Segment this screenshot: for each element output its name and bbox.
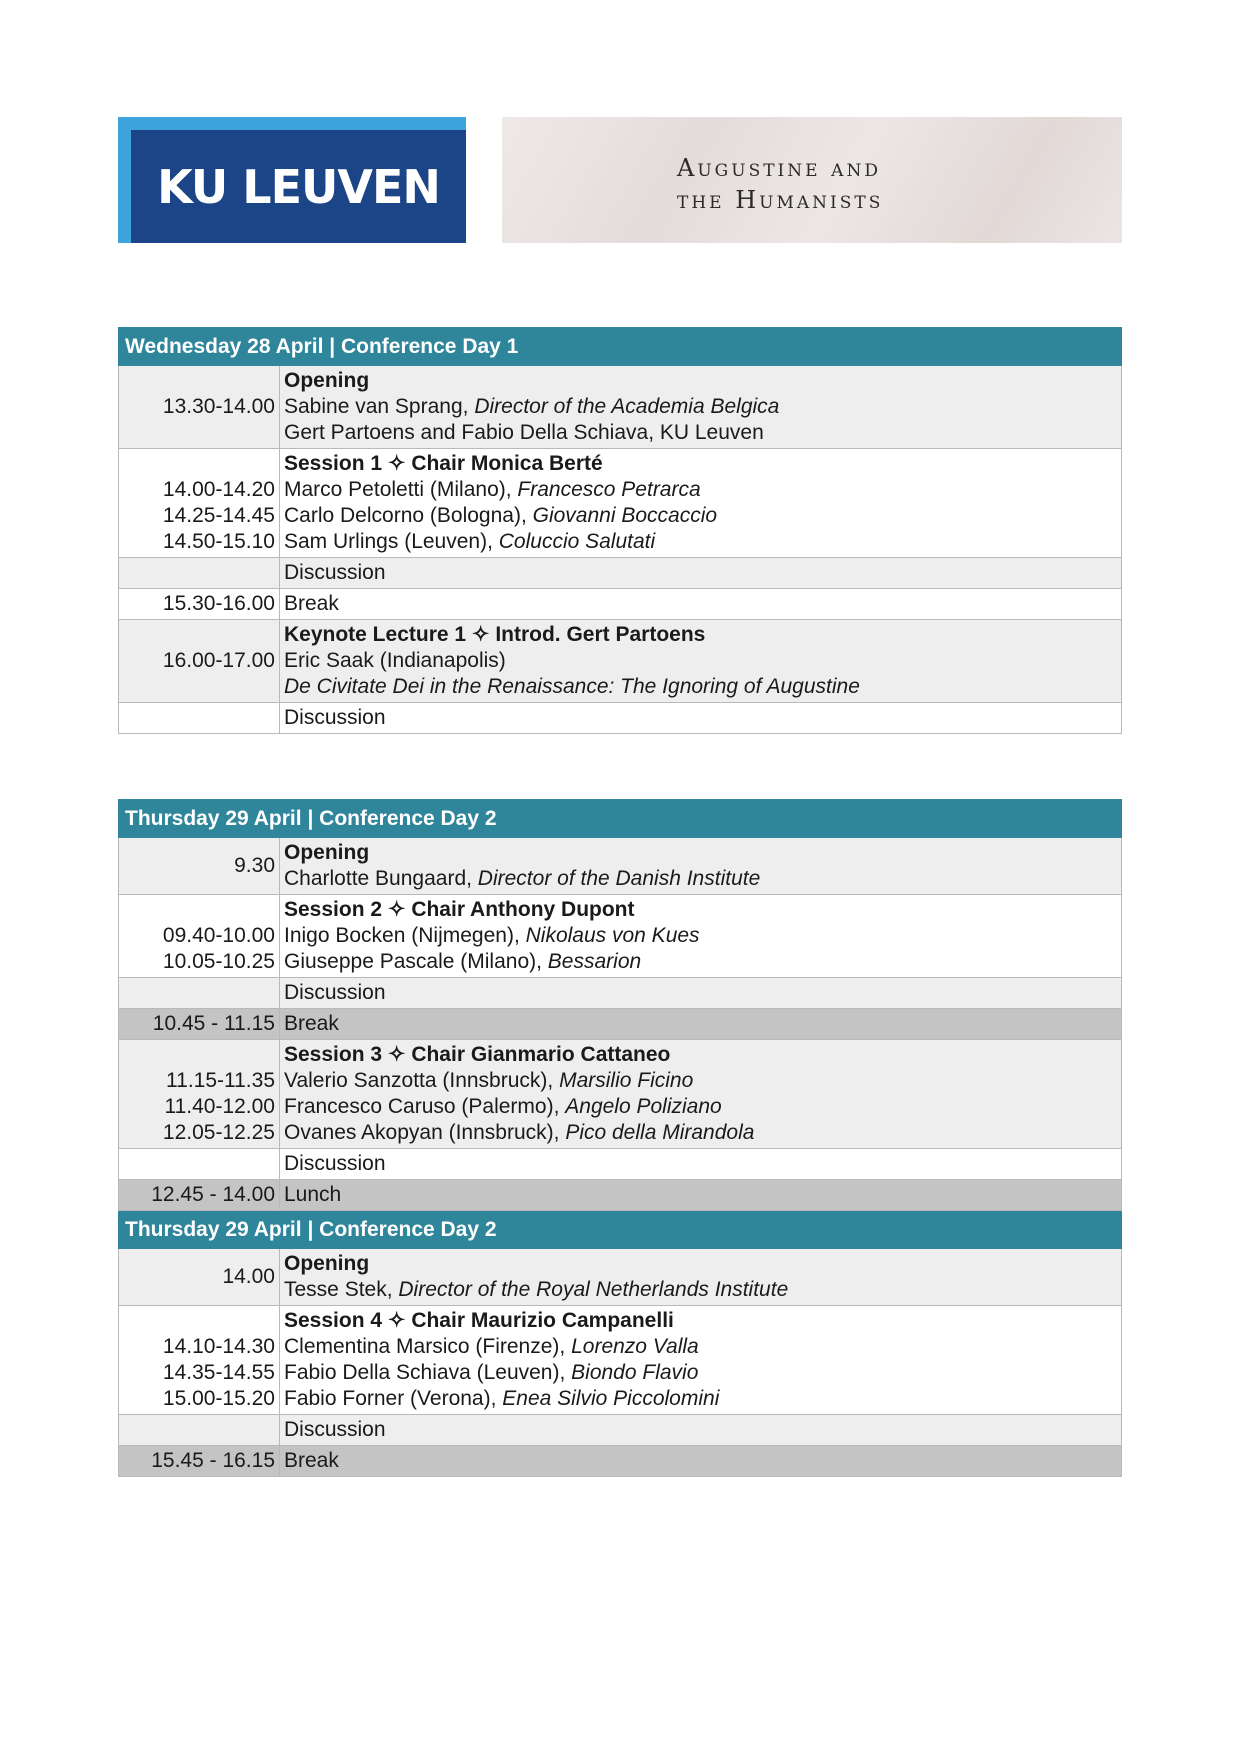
schedule-row (119, 449, 1122, 558)
speaker-text: Tesse Stek, (284, 1278, 399, 1301)
topic-text: Lorenzo Valla (571, 1335, 699, 1358)
schedule-row (119, 1249, 1122, 1306)
time-slot: 12.45 - 14.00 (151, 1183, 275, 1206)
time-cell (119, 1040, 280, 1149)
time-slot: 15.45 - 16.15 (151, 1449, 275, 1472)
entry-line (284, 394, 1117, 420)
speaker-text: Break (284, 1012, 339, 1035)
topic-text: Director of the Royal Netherlands Institute (398, 1278, 789, 1301)
topic-text: Bessarion (547, 950, 642, 973)
speaker-text: Discussion (284, 1152, 386, 1175)
topic-text: Giovanni Boccaccio (532, 504, 718, 527)
entry-line (284, 1011, 1117, 1037)
content-cell (280, 1149, 1122, 1180)
content-cell (280, 978, 1122, 1009)
session-heading: Keynote Lecture 1 ✧ Introd. Gert Partoens (284, 623, 706, 646)
schedule-row (119, 366, 1122, 449)
time-cell (119, 895, 280, 978)
time-slot: 14.25-14.45 (162, 504, 275, 527)
time-slot: 14.00 (222, 1265, 275, 1288)
day-header (119, 1211, 1122, 1249)
schedule-row (119, 1009, 1122, 1040)
speaker-text: Charlotte Bungaard, (284, 867, 478, 890)
entry-line (284, 980, 1117, 1006)
time-slot: 10.05-10.25 (162, 950, 275, 973)
schedule-table-day2-morning (118, 799, 1122, 1477)
session-heading: Session 2 ✧ Chair Anthony Dupont (284, 898, 635, 921)
entry-line (284, 1120, 1117, 1146)
entry-line (284, 1094, 1117, 1120)
entry-line (284, 1182, 1117, 1208)
entry-line (284, 1417, 1117, 1443)
content-cell (280, 620, 1122, 703)
time-spacer (123, 1042, 275, 1068)
time-cell (119, 366, 280, 449)
time-spacer (123, 451, 275, 477)
content-cell (280, 1009, 1122, 1040)
banner-title (677, 152, 883, 216)
speaker-text: Sabine van Sprang, (284, 395, 475, 418)
schedule-row (119, 589, 1122, 620)
speaker-text: Discussion (284, 561, 386, 584)
content-cell (280, 449, 1122, 558)
speaker-text: Clementina Marsico (Firenze), (284, 1335, 572, 1358)
speaker-text: Fabio Forner (Verona), (284, 1387, 503, 1410)
topic-text: Francesco Petrarca (517, 478, 701, 501)
day-header (119, 328, 1122, 366)
ku-leuven-logo (118, 117, 466, 243)
speaker-text: Fabio Della Schiava (Leuven), (284, 1361, 572, 1384)
content-cell (280, 895, 1122, 978)
schedule-row (119, 703, 1122, 734)
schedule-row (119, 1415, 1122, 1446)
time-cell (119, 1306, 280, 1415)
content-cell (280, 703, 1122, 734)
content-cell (280, 1180, 1122, 1211)
topic-text: Director of the Academia Belgica (474, 395, 780, 418)
time-slot: 14.10-14.30 (162, 1335, 275, 1358)
time-spacer (123, 1308, 275, 1334)
time-cell (119, 449, 280, 558)
time-slot: 14.35-14.55 (162, 1361, 275, 1384)
speaker-text: Eric Saak (Indianapolis) (284, 649, 506, 672)
speaker-text: Giuseppe Pascale (Milano), (284, 950, 548, 973)
time-slot: 10.45 - 11.15 (152, 1012, 275, 1035)
entry-line (284, 1068, 1117, 1094)
time-cell (119, 703, 280, 734)
entry-line (284, 1448, 1117, 1474)
speaker-text: Discussion (284, 1418, 386, 1441)
content-cell (280, 1040, 1122, 1149)
schedule-row (119, 895, 1122, 978)
content-cell (280, 558, 1122, 589)
session-heading: Session 4 ✧ Chair Maurizio Campanelli (284, 1309, 674, 1332)
topic-text: Coluccio Salutati (498, 530, 656, 553)
topic-text: Nikolaus von Kues (525, 924, 700, 947)
session-heading: Opening (284, 1252, 370, 1275)
entry-line (284, 866, 1117, 892)
speaker-text: Sam Urlings (Leuven), (284, 530, 499, 553)
entry-line (284, 949, 1117, 975)
entry-line (284, 529, 1117, 555)
time-cell (119, 838, 280, 895)
time-slot: 15.30-16.00 (162, 592, 275, 615)
entry-line (284, 420, 1117, 446)
time-cell (119, 558, 280, 589)
speaker-text: Carlo Delcorno (Bologna), (284, 504, 533, 527)
schedule-row (119, 1149, 1122, 1180)
day-header (119, 800, 1122, 838)
content-cell (280, 1249, 1122, 1306)
entry-line (284, 477, 1117, 503)
speaker-text: Break (284, 1449, 339, 1472)
entry-line (284, 1386, 1117, 1412)
time-cell (119, 1180, 280, 1211)
topic-text: Enea Silvio Piccolomini (502, 1387, 720, 1410)
speaker-text: Francesco Caruso (Palermo), (284, 1095, 566, 1118)
topic-text: Pico della Mirandola (565, 1121, 755, 1144)
session-heading: Opening (284, 369, 370, 392)
speaker-text: Discussion (284, 706, 386, 729)
time-slot: 15.00-15.20 (162, 1387, 275, 1410)
schedule-row (119, 1306, 1122, 1415)
entry-line (284, 705, 1117, 731)
time-slot: 14.00-14.20 (162, 478, 275, 501)
entry-line (284, 923, 1117, 949)
content-cell (280, 589, 1122, 620)
banner-title-line1: Augustine and (677, 154, 881, 182)
schedule-row (119, 978, 1122, 1009)
speaker-text: Break (284, 592, 339, 615)
time-cell (119, 620, 280, 703)
schedule-table-day1 (118, 327, 1122, 734)
logo-text: KU LEUVEN (157, 159, 440, 214)
day-title: Wednesday 28 April | Conference Day 1 (119, 328, 1122, 366)
session-heading: Opening (284, 841, 370, 864)
topic-text: Angelo Poliziano (565, 1095, 722, 1118)
time-cell (119, 978, 280, 1009)
speaker-text: Ovanes Akopyan (Innsbruck), (284, 1121, 566, 1144)
entry-line (284, 1151, 1117, 1177)
schedule-row (119, 1446, 1122, 1477)
banner-title-line2: the Humanists (677, 186, 884, 214)
topic-text: Biondo Flavio (571, 1361, 699, 1384)
content-cell (280, 1306, 1122, 1415)
schedule-row (119, 838, 1122, 895)
speaker-text: Inigo Bocken (Nijmegen), (284, 924, 526, 947)
speaker-text: Marco Petoletti (Milano), (284, 478, 518, 501)
time-slot: 9.30 (234, 854, 275, 877)
entry-line (284, 1360, 1117, 1386)
day-title: Thursday 29 April | Conference Day 2 (119, 1211, 1122, 1249)
schedule-row (119, 620, 1122, 703)
time-slot: 09.40-10.00 (162, 924, 275, 947)
time-spacer (123, 897, 275, 923)
time-slot: 11.40-12.00 (164, 1095, 275, 1118)
topic-text: Director of the Danish Institute (477, 867, 761, 890)
topic-text: Marsilio Ficino (559, 1069, 694, 1092)
schedule-row (119, 1180, 1122, 1211)
day-title: Thursday 29 April | Conference Day 2 (119, 800, 1122, 838)
topic-text: De Civitate Dei in the Renaissance: The Ignoring of Augustine (284, 675, 860, 698)
entry-line (284, 560, 1117, 586)
content-cell (280, 838, 1122, 895)
entry-line (284, 591, 1117, 617)
entry-line (284, 1277, 1117, 1303)
entry-line (284, 1334, 1117, 1360)
speaker-text: Gert Partoens and Fabio Della Schiava, KU Leuven (284, 421, 764, 444)
session-heading: Session 1 ✧ Chair Monica Berté (284, 452, 603, 475)
time-slot: 11.15-11.35 (166, 1069, 275, 1092)
entry-line (284, 674, 1117, 700)
time-cell (119, 1249, 280, 1306)
time-slot: 12.05-12.25 (162, 1121, 275, 1144)
logo-panel (131, 130, 466, 243)
time-cell (119, 1415, 280, 1446)
entry-line (284, 503, 1117, 529)
time-slot: 13.30-14.00 (162, 395, 275, 418)
content-cell (280, 366, 1122, 449)
time-cell (119, 1009, 280, 1040)
time-cell (119, 589, 280, 620)
speaker-text: Lunch (284, 1183, 342, 1206)
time-cell (119, 1446, 280, 1477)
entry-line (284, 648, 1117, 674)
speaker-text: Valerio Sanzotta (Innsbruck), (284, 1069, 560, 1092)
time-slot: 16.00-17.00 (162, 649, 275, 672)
time-slot: 14.50-15.10 (162, 530, 275, 553)
schedule-row (119, 1040, 1122, 1149)
schedule-row (119, 558, 1122, 589)
conference-banner (502, 117, 1122, 243)
speaker-text: Discussion (284, 981, 386, 1004)
content-cell (280, 1415, 1122, 1446)
content-cell (280, 1446, 1122, 1477)
session-heading: Session 3 ✧ Chair Gianmario Cattaneo (284, 1043, 671, 1066)
time-cell (119, 1149, 280, 1180)
